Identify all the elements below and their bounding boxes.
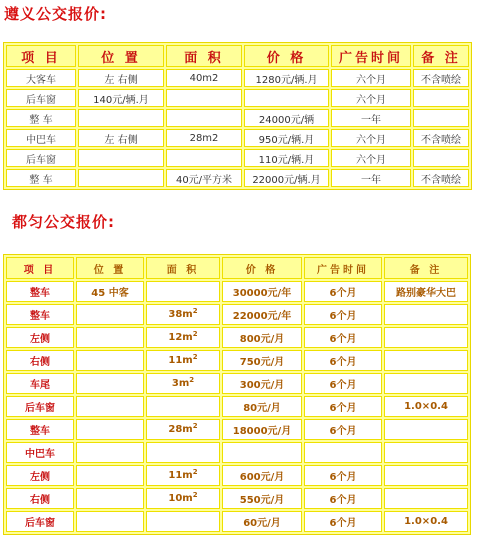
cell-area: $11m^2$	[146, 350, 220, 371]
cell-position: 45 中客	[76, 281, 144, 302]
table-row	[6, 89, 469, 107]
cell-item: 整 车	[6, 109, 76, 127]
cell-duration: 六个月	[331, 149, 411, 167]
cell-area: $12m^2$	[146, 327, 220, 348]
cell-position	[78, 149, 164, 167]
cell-position	[76, 419, 144, 440]
cell-area	[166, 149, 242, 167]
cell-duration: 6个月	[304, 350, 382, 371]
table-row	[6, 304, 468, 325]
cell-position	[76, 350, 144, 371]
cell-item: 整 车	[6, 169, 76, 187]
area-exponent: 2	[192, 422, 198, 430]
cell-area: $38m^2$	[146, 304, 220, 325]
header-position: 位 置	[76, 257, 144, 279]
cell-area: 40m2	[166, 69, 242, 87]
table-row	[6, 149, 469, 167]
cell-position: 左 右侧	[78, 69, 164, 87]
table-row	[6, 442, 468, 463]
duyun-section-title: 都匀公交报价:	[12, 213, 115, 231]
table-row	[6, 396, 468, 417]
cell-item: 车尾	[6, 373, 74, 394]
cell-area: 28m2	[166, 129, 242, 147]
header-price: 价 格	[222, 257, 302, 279]
cell-area	[146, 281, 220, 302]
cell-price: 30000元/年	[222, 281, 302, 302]
cell-note	[413, 89, 469, 107]
cell-price: 110元/辆.月	[244, 149, 329, 167]
cell-duration: 6个月	[304, 465, 382, 486]
cell-area	[146, 442, 220, 463]
cell-position	[76, 442, 144, 463]
cell-area	[166, 89, 242, 107]
cell-duration: 6个月	[304, 488, 382, 509]
cell-note	[413, 149, 469, 167]
cell-duration: 六个月	[331, 69, 411, 87]
cell-price: 1280元/辆.月	[244, 69, 329, 87]
cell-price: 22000元/年	[222, 304, 302, 325]
table-row	[6, 488, 468, 509]
cell-item: 整车	[6, 304, 74, 325]
table-row	[6, 169, 469, 187]
cell-note: 不含喷绘	[413, 69, 469, 87]
area-exponent: 2	[192, 353, 198, 361]
cell-duration: 6个月	[304, 304, 382, 325]
cell-item: 后车窗	[6, 89, 76, 107]
cell-note	[384, 373, 468, 394]
cell-item: 左侧	[6, 465, 74, 486]
cell-area: 40元/平方米	[166, 169, 242, 187]
area-exponent: 2	[189, 376, 195, 384]
cell-position	[76, 465, 144, 486]
cell-position: 140元/辆.月	[78, 89, 164, 107]
cell-item: 左侧	[6, 327, 74, 348]
cell-note	[384, 327, 468, 348]
cell-position	[76, 373, 144, 394]
cell-price: 80元/月	[222, 396, 302, 417]
cell-price: 550元/月	[222, 488, 302, 509]
cell-price	[244, 89, 329, 107]
table-row	[6, 511, 468, 532]
cell-note: 路别豪华大巴	[384, 281, 468, 302]
cell-price: 800元/月	[222, 327, 302, 348]
cell-duration: 6个月	[304, 396, 382, 417]
area-exponent: 2	[192, 307, 198, 315]
cell-price: 950元/辆.月	[244, 129, 329, 147]
table-row	[6, 327, 468, 348]
cell-area	[166, 109, 242, 127]
header-duration: 广告时间	[331, 45, 411, 67]
area-exponent: 2	[192, 468, 198, 476]
cell-area	[146, 396, 220, 417]
cell-position	[78, 109, 164, 127]
cell-price: 300元/月	[222, 373, 302, 394]
header-area: 面 积	[146, 257, 220, 279]
cell-duration: 6个月	[304, 281, 382, 302]
table-row	[6, 350, 468, 371]
header-price: 价 格	[244, 45, 329, 67]
header-duration: 广告时间	[304, 257, 382, 279]
header-area: 面 积	[166, 45, 242, 67]
table-row	[6, 109, 469, 127]
table-row	[6, 373, 468, 394]
cell-area	[146, 511, 220, 532]
cell-item: 后车窗	[6, 396, 74, 417]
table-row	[6, 129, 469, 147]
cell-note	[384, 465, 468, 486]
cell-item: 右侧	[6, 488, 74, 509]
cell-position	[76, 327, 144, 348]
cell-duration: 一年	[331, 169, 411, 187]
table-row	[6, 281, 468, 302]
header-note: 备 注	[384, 257, 468, 279]
cell-note: 不含喷绘	[413, 129, 469, 147]
cell-area: $3m^2$	[146, 373, 220, 394]
cell-price: 750元/月	[222, 350, 302, 371]
cell-duration: 6个月	[304, 327, 382, 348]
cell-item: 整车	[6, 419, 74, 440]
area-exponent: 2	[192, 330, 198, 338]
table-row	[6, 419, 468, 440]
cell-item: 后车窗	[6, 149, 76, 167]
cell-duration	[304, 442, 382, 463]
cell-item: 整车	[6, 281, 74, 302]
cell-duration: 六个月	[331, 129, 411, 147]
cell-note	[384, 304, 468, 325]
cell-price: 18000元/月	[222, 419, 302, 440]
cell-note: 1.0×0.4	[384, 511, 468, 532]
cell-duration: 6个月	[304, 419, 382, 440]
table-header-row	[6, 45, 469, 67]
cell-position	[76, 511, 144, 532]
cell-price	[222, 442, 302, 463]
cell-price: 60元/月	[222, 511, 302, 532]
cell-duration: 6个月	[304, 373, 382, 394]
cell-area: $10m^2$	[146, 488, 220, 509]
cell-position	[76, 396, 144, 417]
cell-note: 不含喷绘	[413, 169, 469, 187]
cell-note	[384, 442, 468, 463]
cell-note: 1.0×0.4	[384, 396, 468, 417]
header-note: 备 注	[413, 45, 469, 67]
cell-price: 22000元/辆.月	[244, 169, 329, 187]
cell-note	[384, 419, 468, 440]
cell-price: 600元/月	[222, 465, 302, 486]
cell-price: 24000元/辆	[244, 109, 329, 127]
zunyi-section-title: 遵义公交报价:	[4, 5, 107, 23]
cell-note	[384, 488, 468, 509]
table-header-row	[6, 257, 468, 279]
cell-item: 大客车	[6, 69, 76, 87]
cell-duration: 6个月	[304, 511, 382, 532]
cell-area: $28m^2$	[146, 419, 220, 440]
cell-position	[78, 169, 164, 187]
cell-position: 左 右侧	[78, 129, 164, 147]
cell-duration: 六个月	[331, 89, 411, 107]
header-position: 位 置	[78, 45, 164, 67]
duyun-price-table	[3, 254, 471, 535]
cell-position	[76, 304, 144, 325]
header-item: 项 目	[6, 45, 76, 67]
cell-position	[76, 488, 144, 509]
cell-note	[384, 350, 468, 371]
header-item: 项 目	[6, 257, 74, 279]
zunyi-price-table	[3, 42, 472, 190]
cell-duration: 一年	[331, 109, 411, 127]
cell-area: $11m^2$	[146, 465, 220, 486]
table-row	[6, 69, 469, 87]
cell-item: 中巴车	[6, 129, 76, 147]
table-row	[6, 465, 468, 486]
cell-item: 后车窗	[6, 511, 74, 532]
cell-note	[413, 109, 469, 127]
cell-item: 中巴车	[6, 442, 74, 463]
area-exponent: 2	[192, 491, 198, 499]
cell-item: 右侧	[6, 350, 74, 371]
